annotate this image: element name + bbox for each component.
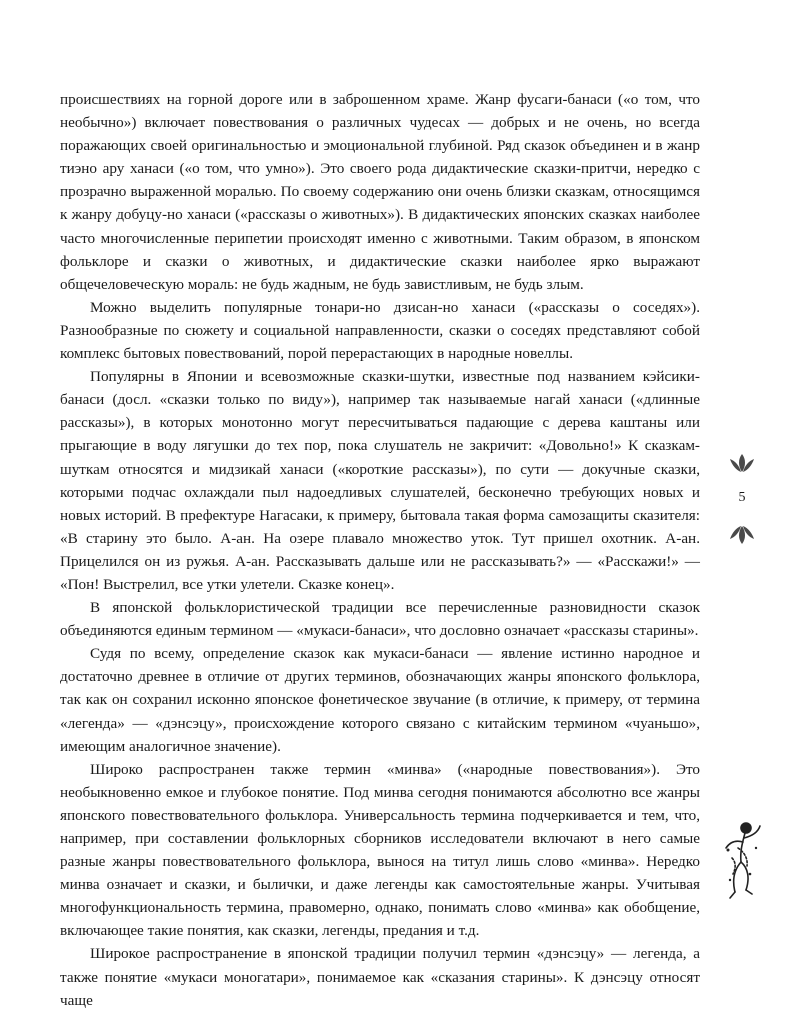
page-body	[60, 88, 700, 1012]
lotus-icon	[727, 524, 757, 546]
paragraph-5: Судя по всему, определение сказок как мукаси-банаси — явление истинно народное и достаточно древнее в отличие от других терминов, обозначающих жанры японского фольклора, так как он сохранил исконно японское фонетическое звучание (в отличие, к примеру, от термина «легенда» — «дэнсэцу», происхождение которого связано с китайским термином «чуаньшо», имеющим аналогичное значение).	[60, 645, 700, 755]
lotus-icon	[727, 452, 757, 474]
page-number-ornament	[724, 452, 760, 546]
paragraph-2: Можно выделить популярные тонари-но дзисан-но ханаси («рассказы о соседях»). Разнообразные по сюжету и социальной направленности, сказки о соседях представляют собой комплекс бытовых повествований, порой перерастающих в народные новеллы.	[60, 298, 700, 363]
page-number: 5	[738, 490, 746, 505]
paragraph-6: Широко распространен также термин «минва» («народные повествования»). Это необыкновенно емкое и глубокое понятие. Под минва сегодня понимаются абсолютно все жанры японского повествовательного фольклора. Универсальность термина подчеркивается и тем, что, например, при составлении фольклорных сборников исследователи включают в него самые разные жанры повествовательного фольклора, вынося на титул лишь слово «минва». Нередко минва означает и сказки, и былички, и даже легенды как самостоятельные жанры. Учитывая многофункциональность термина, правомерно, однако, понимать слово «минва» как обобщение, включающее такие понятия, как сказки, легенды, предания и т.д.	[60, 760, 700, 940]
paragraph-4: В японской фольклористической традиции все перечисленные разновидности сказок объединяются единым термином — «мукаси-банаси», что дословно означает «рассказы старины».	[60, 599, 700, 640]
paragraph-1: происшествиях на горной дороге или в заброшенном храме. Жанр фусаги-банаси («о том, что необычно») включает повествования о различных чудесах — добрых и не очень, но всегда поражающих своей оригинальностью и эмоциональной глубиной. Ряд сказок объединен и в жанр тиэно ару ханаси («о том, что умно»). Это своего рода дидактические сказки-притчи, нередко с прозрачно выраженной моралью. По своему содержанию они очень близки сказкам, относящимся к жанру добуцу-но ханаси («рассказы о животных»). В дидактических японских сказках наиболее часто многочисленные перипетии происходят именно с животными. Таким образом, в японском фольклоре и сказки о животных, и дидактические сказки наиболее ярко выражают общечеловеческую мораль: не будь жадным, не будь завистливым, не будь злым.	[60, 91, 700, 293]
paragraph-3: Популярны в Японии и всевозможные сказки-шутки, известные под названием кэйсики-банаси (досл. «сказки только по виду»), например так называемые нагай ханаси («длинные рассказы»), в которых монотонно могут пересчитываться падающие с дерева каштаны или прыгающие в воду лягушки до тех пор, пока слушатель не закричит: «Довольно!» К сказкам-шуткам относятся и мидзикай ханаси («короткие рассказы»), по сути — докучные сказки, которыми подчас охлаждали пыл надоедливых слушателей, бесконечно требующих новых и новых историй. В префектуре Нагасаки, к примеру, бытовала такая форма самозащиты сказителя: «В старину это было. А-ан. На озере плавало множество уток. Тут пришел охотник. А-ан. Прицелился он из ружья. А-ан. Рассказывать дальше или не рассказывать?» — «Расскажи!» — «Пон! Выстрелил, все утки улетели. Сказке конец».	[60, 368, 700, 593]
dancing-figure-icon	[720, 818, 764, 908]
paragraph-7: Широкое распространение в японской традиции получил термин «дэнсэцу» — легенда, а также понятие «мукаси моногатари», понимаемое как «сказания старины». К дэнсэцу относят чаще	[60, 945, 700, 1009]
